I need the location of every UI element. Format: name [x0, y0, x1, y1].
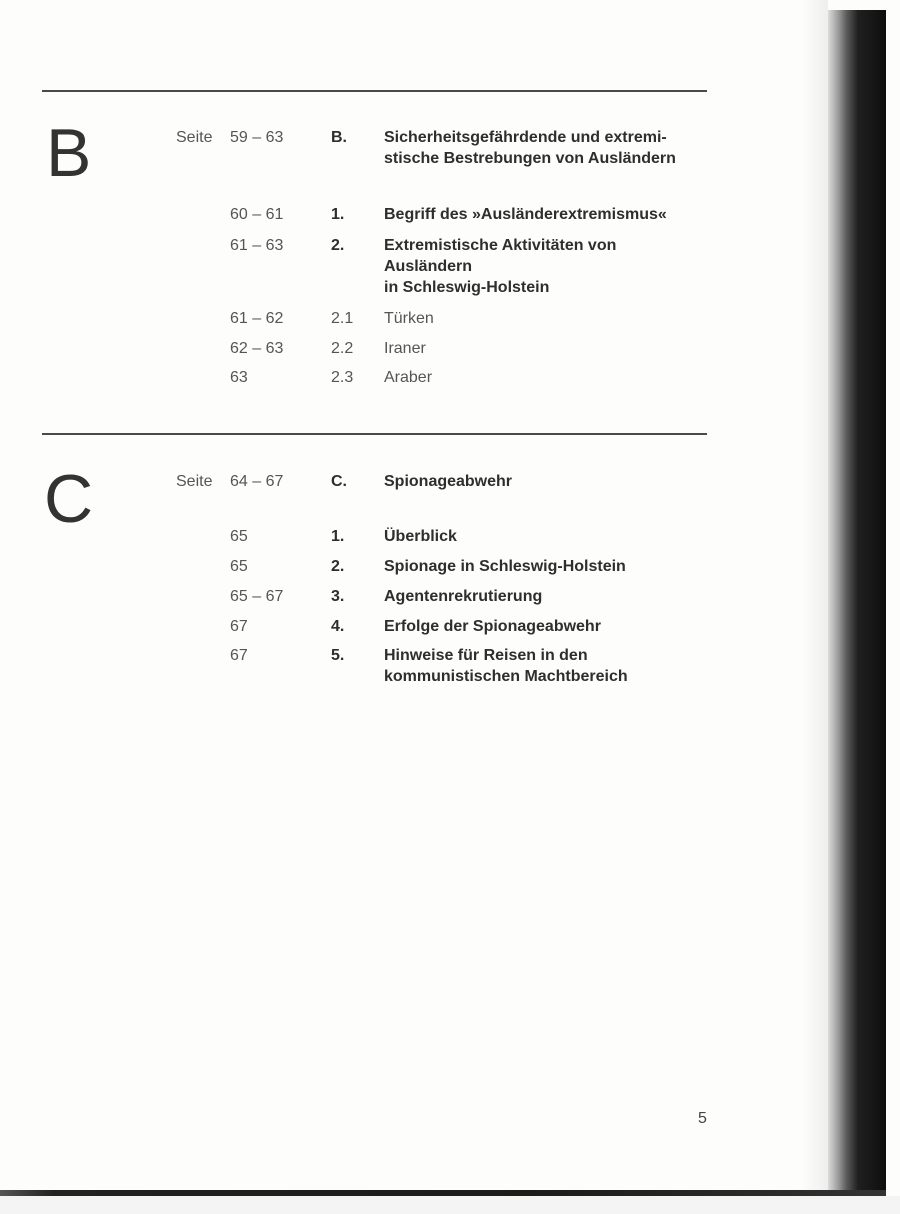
- entry-number: C.: [331, 473, 347, 490]
- entry-title: [384, 367, 714, 388]
- entry-number: 1.: [331, 528, 345, 545]
- entry-title-line: Hinweise für Reisen in den: [384, 647, 588, 664]
- section-c-divider: [42, 433, 707, 435]
- entry-number: 5.: [331, 647, 345, 664]
- entry-title: [384, 204, 714, 225]
- section-c-letter: C: [44, 461, 94, 537]
- page-range: 62 – 63: [230, 340, 284, 357]
- page-range: 67: [230, 618, 248, 635]
- page-range: 60 – 61: [230, 206, 284, 223]
- entry-number: 4.: [331, 618, 345, 635]
- entry-title-line: Araber: [384, 369, 433, 386]
- page-range: 64 – 67: [230, 473, 284, 490]
- entry-title-line: Erfolge der Spionageabwehr: [384, 618, 601, 635]
- page-reference: [176, 235, 296, 256]
- entry-title-line: Ausländern: [384, 258, 473, 275]
- page-range: 65 – 67: [230, 588, 284, 605]
- scan-margin: [0, 1196, 900, 1214]
- entry-title: [384, 616, 714, 637]
- page-reference: [176, 556, 296, 577]
- page-reference: [176, 586, 296, 607]
- entry-title-line: Extremistische Aktivitäten von: [384, 237, 617, 254]
- seite-label: Seite: [176, 473, 213, 490]
- entry-title-line: Agentenrekrutierung: [384, 588, 543, 605]
- entry-number: 2.3: [331, 369, 354, 386]
- entry-title-line: Spionageabwehr: [384, 473, 513, 490]
- page-reference: [176, 367, 296, 388]
- page-reference: [176, 308, 296, 329]
- entry-title: [384, 235, 714, 298]
- page-range: 65: [230, 528, 248, 545]
- entry-number: 1.: [331, 206, 345, 223]
- entry-title: [384, 471, 714, 492]
- entry-title-line: Überblick: [384, 528, 457, 545]
- section-b-divider: [42, 90, 707, 92]
- entry-title-line: Spionage in Schleswig-Holstein: [384, 558, 626, 575]
- page-range: 67: [230, 647, 248, 664]
- entry-title-line: Türken: [384, 310, 434, 327]
- entry-number: 2.: [331, 237, 345, 254]
- page-reference: [176, 526, 296, 547]
- entry-title: [384, 645, 714, 687]
- page-range: 61 – 63: [230, 237, 284, 254]
- page-reference: [176, 127, 296, 148]
- entry-title-line: kommunistischen Machtbereich: [384, 668, 628, 685]
- page-range: 65: [230, 558, 248, 575]
- entry-title: [384, 586, 714, 607]
- entry-number: 2.2: [331, 340, 354, 357]
- section-b-letter: B: [46, 115, 92, 191]
- entry-title: [384, 526, 714, 547]
- page-range: 59 – 63: [230, 129, 284, 146]
- entry-title: [384, 556, 714, 577]
- entry-title: [384, 338, 714, 359]
- entry-number: 2.1: [331, 310, 354, 327]
- page-reference: [176, 204, 296, 225]
- page-reference: [176, 616, 296, 637]
- page-reference: [176, 471, 296, 492]
- entry-title-line: Iraner: [384, 340, 426, 357]
- gutter-shadow: [802, 0, 828, 1214]
- entry-title: [384, 127, 714, 169]
- entry-title-line: stische Bestrebungen von Ausländern: [384, 150, 676, 167]
- entry-title-line: in Schleswig-Holstein: [384, 279, 550, 296]
- entry-number: 2.: [331, 558, 345, 575]
- entry-title-line: Sicherheitsgefährdende und extremi-: [384, 129, 667, 146]
- page-range: 61 – 62: [230, 310, 284, 327]
- entry-number: 3.: [331, 588, 345, 605]
- entry-title-line: Begriff des »Ausländerextremismus«: [384, 206, 667, 223]
- seite-label: Seite: [176, 129, 213, 146]
- page-reference: [176, 645, 296, 666]
- page-number: 5: [698, 1110, 707, 1127]
- page-reference: [176, 338, 296, 359]
- page-range: 63: [230, 369, 248, 386]
- entry-title: [384, 308, 714, 329]
- entry-number: B.: [331, 129, 347, 146]
- book-spine: [828, 10, 886, 1192]
